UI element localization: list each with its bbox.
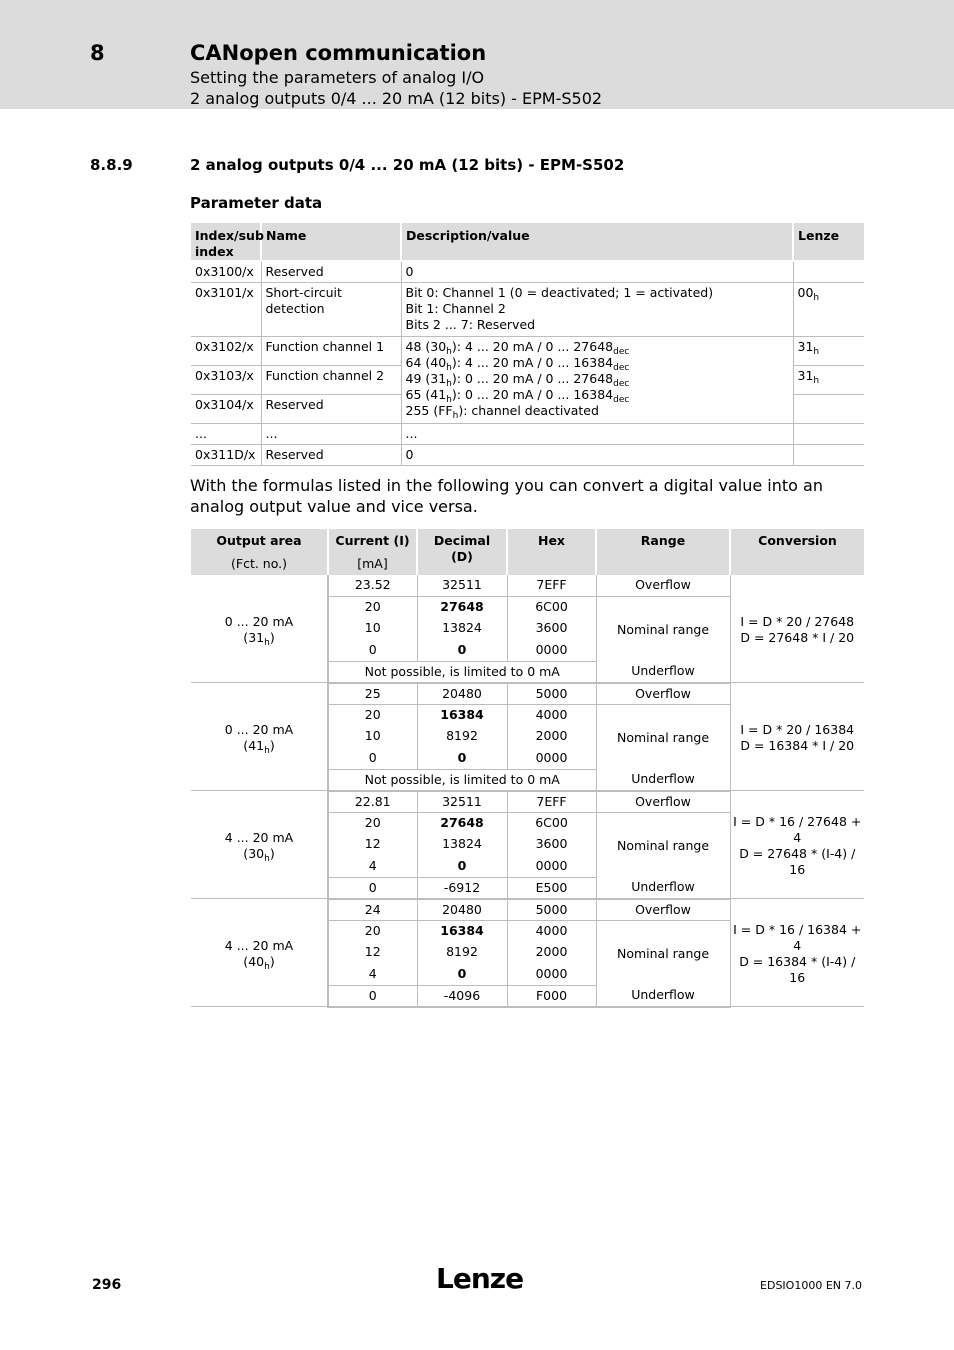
- name-cell: Reserved: [261, 394, 401, 423]
- decimal-cell: 0: [417, 964, 507, 986]
- hex-cell: 5000: [507, 683, 596, 705]
- decimal-cell: 20480: [417, 899, 507, 921]
- range-cell: Overflow: [596, 899, 730, 921]
- range-cell: Underflow: [596, 661, 730, 683]
- chapter-title: CANopen communication: [190, 41, 487, 65]
- hex-cell: 0000: [507, 748, 596, 770]
- table-row: [191, 444, 864, 465]
- conversion-cell: I = D * 20 / 27648 D = 27648 * I / 20: [730, 575, 864, 683]
- col-header-decimal: Decimal (D): [417, 529, 507, 575]
- conversion-cell: I = D * 16 / 27648 + 4 D = 27648 * (I-4) / 16: [730, 791, 864, 899]
- current-cell: 20: [328, 597, 417, 619]
- lenze-subscript: h: [813, 375, 820, 386]
- decimal-cell: 27648: [417, 597, 507, 619]
- hex-cell: 6C00: [507, 597, 596, 619]
- chapter-number: 8: [90, 41, 105, 65]
- table-row: [191, 791, 864, 813]
- lenze-cell: [793, 365, 864, 394]
- range-cell: Underflow: [596, 769, 730, 791]
- function-description-cell: [401, 336, 793, 423]
- current-cell: 20: [328, 813, 417, 835]
- table-row: [191, 899, 864, 921]
- col-header-conversion: Conversion: [730, 529, 864, 575]
- lenze-cell: [793, 394, 864, 423]
- current-cell: 24: [328, 899, 417, 921]
- lenze-cell: [793, 261, 864, 282]
- current-cell: 20: [328, 705, 417, 727]
- page-number: 296: [92, 1277, 122, 1293]
- description-cell: [401, 282, 793, 336]
- lenze-value: 00: [797, 284, 814, 300]
- decimal-cell: 0: [417, 856, 507, 878]
- lenze-cell: [793, 336, 864, 365]
- output-area-cell: 0 ... 20 mA $(31_h)$: [191, 575, 328, 683]
- description-line: 49 $(31_h)$: 0 ... 20 mA / 0 ... $27648_{dec}$: [405, 370, 630, 389]
- intro-paragraph: With the formulas listed in the following you can convert a digital value into an analog output value and vice versa.: [190, 476, 823, 516]
- not-possible-cell: Not possible, is limited to 0 mA: [328, 769, 596, 791]
- table-row: [191, 261, 864, 282]
- range-cell: Nominal range: [596, 813, 730, 878]
- table-row: [191, 336, 864, 365]
- name-cell: Function channel 1: [261, 336, 401, 365]
- index-cell: 0x3101/x: [191, 282, 261, 336]
- hex-cell: 0000: [507, 640, 596, 662]
- index-cell: ...: [191, 423, 261, 444]
- decimal-cell: 13824: [417, 618, 507, 640]
- name-cell: Short-circuit detection: [261, 282, 401, 336]
- lenze-value: 31: [797, 338, 814, 354]
- index-cell: 0x3103/x: [191, 365, 261, 394]
- range-cell: Nominal range: [596, 597, 730, 662]
- decimal-cell: 32511: [417, 791, 507, 813]
- current-cell: 22.81: [328, 791, 417, 813]
- section-number: 8.8.9: [90, 156, 133, 174]
- hex-cell: 0000: [507, 964, 596, 986]
- document-code: EDSIO1000 EN 7.0: [760, 1279, 862, 1292]
- table-row: [191, 282, 864, 336]
- conversion-table: [191, 529, 864, 1008]
- name-cell: Reserved: [261, 444, 401, 465]
- lenze-subscript: h: [813, 346, 820, 357]
- conversion-cell: I = D * 20 / 16384 D = 16384 * I / 20: [730, 683, 864, 791]
- current-cell: 12: [328, 834, 417, 856]
- lenze-cell: [793, 444, 864, 465]
- description-cell: 0: [401, 444, 793, 465]
- col-header-range: Range: [596, 529, 730, 575]
- name-cell: Function channel 2: [261, 365, 401, 394]
- range-cell: Overflow: [596, 683, 730, 705]
- output-area-cell: 4 ... 20 mA $(30_h)$: [191, 791, 328, 899]
- current-cell: 4: [328, 856, 417, 878]
- col-header-current: Current (I) [mA]: [328, 529, 417, 575]
- hex-cell: 6C00: [507, 813, 596, 835]
- chapter-subtitle-1: Setting the parameters of analog I/O: [190, 68, 485, 87]
- lenze-logo: Lenze: [436, 1262, 524, 1295]
- current-cell: 20: [328, 921, 417, 943]
- index-cell: 0x3100/x: [191, 261, 261, 282]
- lenze-subscript: h: [813, 292, 820, 303]
- parameter-data-heading: Parameter data: [190, 194, 323, 212]
- range-cell: Nominal range: [596, 705, 730, 770]
- hex-cell: 7EFF: [507, 791, 596, 813]
- range-cell: Overflow: [596, 791, 730, 813]
- current-cell: 25: [328, 683, 417, 705]
- description-cell: ...: [401, 423, 793, 444]
- lenze-cell: [793, 282, 864, 336]
- hex-cell: E500: [507, 877, 596, 899]
- name-cell: Reserved: [261, 261, 401, 282]
- index-cell: 0x3104/x: [191, 394, 261, 423]
- conversion-table-body: [191, 575, 864, 1007]
- index-cell: 0x311D/x: [191, 444, 261, 465]
- decimal-cell: 27648: [417, 813, 507, 835]
- conversion-cell: I = D * 16 / 16384 + 4 D = 16384 * (I-4) / 16: [730, 899, 864, 1007]
- col-header-name: Name: [261, 223, 401, 261]
- decimal-cell: 8192: [417, 942, 507, 964]
- range-cell: Underflow: [596, 985, 730, 1007]
- description-line: 48 $(30_h)$: 4 ... 20 mA / 0 ... $27648_{dec}$: [405, 338, 630, 357]
- decimal-cell: 8192: [417, 726, 507, 748]
- col-header-lenze: Lenze: [793, 223, 864, 261]
- current-cell: 10: [328, 618, 417, 640]
- decimal-cell: 16384: [417, 921, 507, 943]
- table-row: [191, 683, 864, 705]
- hex-cell: 3600: [507, 834, 596, 856]
- index-cell: 0x3102/x: [191, 336, 261, 365]
- current-cell: 0: [328, 640, 417, 662]
- current-cell: 23.52: [328, 575, 417, 597]
- col-header-hex: Hex: [507, 529, 596, 575]
- description-line: Bits 2 ... 7: Reserved: [405, 316, 536, 332]
- decimal-cell: 20480: [417, 683, 507, 705]
- description-line: 255 $(FF_h)$: channel deactivated: [405, 402, 599, 421]
- description-line: Bit 1: Channel 2: [405, 300, 506, 316]
- range-cell: Nominal range: [596, 921, 730, 986]
- table-row: [191, 575, 864, 597]
- current-cell: 10: [328, 726, 417, 748]
- col-header-index: Index/sub index: [191, 223, 261, 261]
- col-header-description: Description/value: [401, 223, 793, 261]
- decimal-cell: 0: [417, 640, 507, 662]
- hex-cell: 2000: [507, 942, 596, 964]
- decimal-cell: -6912: [417, 877, 507, 899]
- decimal-cell: 0: [417, 748, 507, 770]
- chapter-subtitle-2: 2 analog outputs 0/4 ... 20 mA (12 bits) - EPM-S502: [190, 89, 603, 108]
- col-header-output-area: Output area (Fct. no.): [191, 529, 328, 575]
- hex-cell: 5000: [507, 899, 596, 921]
- lenze-value: 31: [797, 367, 814, 383]
- hex-cell: 7EFF: [507, 575, 596, 597]
- section-title: 2 analog outputs 0/4 ... 20 mA (12 bits) - EPM-S502: [190, 156, 625, 174]
- not-possible-cell: Not possible, is limited to 0 mA: [328, 661, 596, 683]
- current-cell: 12: [328, 942, 417, 964]
- range-cell: Underflow: [596, 877, 730, 899]
- current-cell: 0: [328, 985, 417, 1007]
- hex-cell: 3600: [507, 618, 596, 640]
- decimal-cell: 32511: [417, 575, 507, 597]
- parameter-table: [191, 223, 864, 466]
- description-line: 64 $(40_h)$: 4 ... 20 mA / 0 ... $16384_{dec}$: [405, 354, 630, 373]
- lenze-cell: [793, 423, 864, 444]
- decimal-cell: 16384: [417, 705, 507, 727]
- current-cell: 4: [328, 964, 417, 986]
- current-cell: 0: [328, 877, 417, 899]
- name-cell: ...: [261, 423, 401, 444]
- output-area-cell: 4 ... 20 mA $(40_h)$: [191, 899, 328, 1007]
- output-area-cell: 0 ... 20 mA $(41_h)$: [191, 683, 328, 791]
- description-line: Bit 0: Channel 1 (0 = deactivated; 1 = activated): [405, 284, 714, 300]
- description-cell: 0: [401, 261, 793, 282]
- hex-cell: 2000: [507, 726, 596, 748]
- hex-cell: F000: [507, 985, 596, 1007]
- range-cell: Overflow: [596, 575, 730, 597]
- decimal-cell: -4096: [417, 985, 507, 1007]
- hex-cell: 0000: [507, 856, 596, 878]
- decimal-cell: 13824: [417, 834, 507, 856]
- hex-cell: 4000: [507, 921, 596, 943]
- description-line: 65 $(41_h)$: 0 ... 20 mA / 0 ... $16384_{dec}$: [405, 386, 630, 405]
- hex-cell: 4000: [507, 705, 596, 727]
- current-cell: 0: [328, 748, 417, 770]
- table-row: [191, 423, 864, 444]
